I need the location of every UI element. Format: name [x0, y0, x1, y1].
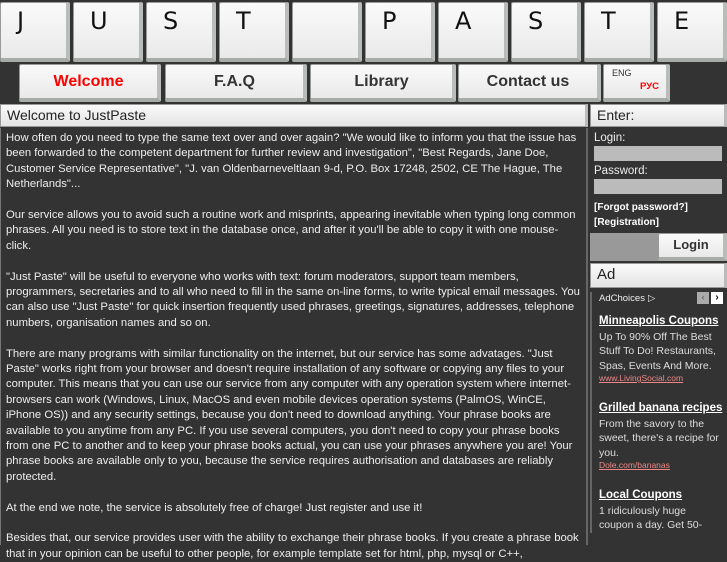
ad-text: From the savory to the sweet, there's a recipe for you. [599, 417, 719, 459]
nav-library[interactable]: Library [310, 64, 456, 102]
ad-text: Up To 90% Off The Best Stuff To Do! Restaurants, Spas, Events And More. [599, 330, 716, 372]
logo-key: T [584, 2, 654, 62]
ad-title-link[interactable]: Grilled banana recipes [599, 402, 723, 414]
login-label: Login: [594, 132, 626, 144]
logo-key: E [657, 2, 727, 62]
ad-text: 1 ridiculously huge coupon a day. Get 50- [599, 504, 703, 531]
password-input[interactable] [594, 179, 722, 194]
ad-title-link[interactable]: Local Coupons [599, 489, 683, 501]
ad-block [590, 292, 727, 533]
ad-title: Ad [590, 263, 727, 288]
logo-key: S [511, 2, 581, 62]
paragraph: There are many programs with similar functionality on the internet, but our service has some advatages. "Just Paste" works right from your browser and doesn't require installation of any software or copying any files to your computer. This means that you can use our service from any computer with any operation system where internet-browsers can work (Windows, Linux, MacOS and even mobile devices operation systems (PalmOS, WinCE, iPhone OS)) and any security settings, because you don't need to download anything. Your phrase books are available to you anytime from any PC. If you use several computers, you don't need to copy your phrase books from one PC to another and to keep your phrase books actual, you can use your phrases anywhere you are! Your phrase books are available only to you, because the service requires authorisation and databases are reliably protected. [6, 347, 573, 483]
login-button[interactable]: Login [658, 233, 727, 261]
prev-ad-icon[interactable]: ‹ [697, 292, 709, 304]
nav-faq[interactable]: F.A.Q [165, 64, 307, 102]
next-ad-icon[interactable]: › [711, 292, 723, 304]
adchoices-icon: ▷ [647, 292, 656, 304]
adchoices-label[interactable]: AdChoices [599, 292, 645, 304]
password-label: Password: [594, 165, 648, 177]
lang-rus[interactable]: РУС [640, 81, 659, 92]
ad-url[interactable]: Dole.com/bananas [599, 460, 670, 470]
login-input[interactable] [594, 146, 722, 161]
ad-title-link[interactable]: Minneapolis Coupons [599, 315, 719, 327]
nav-welcome[interactable]: Welcome [19, 64, 161, 102]
paragraph: Our service allows you to avoid such a routine work and misprints, appearing inevitable when typing long common phrases. All you need is to store text in the database once, and after it you'll be able to copy it with one mouse-click. [6, 209, 576, 252]
logo-key: A [438, 2, 508, 62]
nav-contact[interactable]: Contact us [458, 64, 601, 102]
logo-key: J [0, 2, 70, 62]
logo-key [292, 2, 362, 62]
paragraph: At the end we note, the service is absolutely free of charge! Just register and use it! [6, 501, 423, 514]
logo-key: P [365, 2, 435, 62]
logo-key: S [146, 2, 216, 62]
paragraph: "Just Paste" will be useful to everyone who works with text: forum moderators, support team members, programmers, secretaries and to all who need to fill in the same on-line forms, to write typical email messages. You can also use "Just Paste" for quick insertion frequently used phrases, greetings, signatures, addresses, telephone numbers, organisation names and so on. [6, 270, 580, 329]
forgot-password-link[interactable]: [Forgot password?] [594, 202, 688, 213]
paragraph: Besides that, our service provides user with the ability to exchange their phrase books. If you create a phrase book that in your opinion can be useful to other people, for example template set for html, php, mysql or C++, [6, 532, 579, 560]
paragraph: How often do you need to type the same text over and over again? "We would like to inform you that the issue has been forwarded to the competent department for further review and investigation", "Best Regards, Jane Doe, Customer Service Representative", "J. van Oldenbarneveltlaan 9-d, P.O. Box 17248, 2502, CE The Hague, The Netherlands"... [6, 132, 577, 191]
login-row [590, 233, 727, 261]
lang-eng[interactable]: ENG [612, 68, 632, 78]
main-content [0, 128, 588, 560]
logo-key: U [73, 2, 143, 62]
registration-link[interactable]: [Registration] [594, 217, 659, 228]
logo-key: T [219, 2, 289, 62]
login-title: Enter: [590, 104, 727, 127]
sidebar [590, 128, 727, 533]
language-switch [603, 64, 670, 102]
page-title: Welcome to JustPaste [0, 104, 588, 127]
ad-url[interactable]: www.LivingSocial.com [599, 373, 684, 383]
